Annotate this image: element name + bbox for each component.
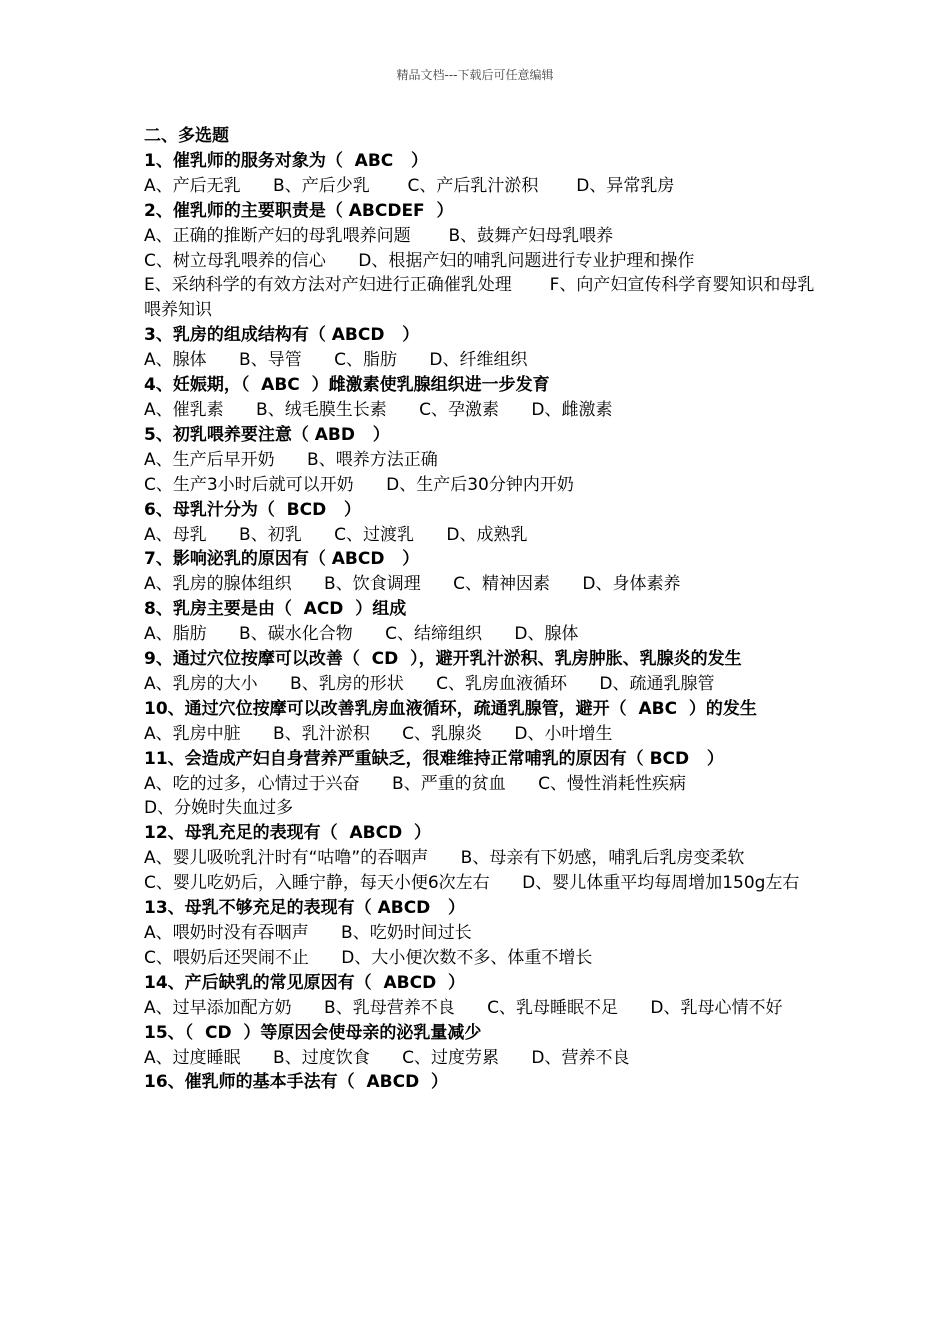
question-line: 10、通过穴位按摩可以改善乳房血液循环，疏通乳腺管，避开（ ABC ）的发生 bbox=[144, 698, 757, 719]
question-line: 4、妊娠期，（ ABC ）雌激素使乳腺组织进一步发育 bbox=[144, 375, 550, 396]
options-line: A、腺体 B、导管 C、脂肪 D、纤维组织 bbox=[144, 350, 528, 371]
question-line: 13、母乳不够充足的表现有（ ABCD ） bbox=[144, 898, 466, 919]
options-line: A、过早添加配方奶 B、乳母营养不良 C、乳母睡眠不足 D、乳母心情不好 bbox=[144, 997, 783, 1018]
options-line: A、产后无乳 B、产后少乳 C、产后乳汁淤积 D、异常乳房 bbox=[144, 175, 675, 196]
question-line: 5、初乳喂养要注意（ ABD ） bbox=[144, 424, 390, 445]
options-line: A、正确的推断产妇的母乳喂养问题 B、鼓舞产妇母乳喂养 bbox=[144, 225, 614, 246]
options-line: A、过度睡眠 B、过度饮食 C、过度劳累 D、营养不良 bbox=[144, 1047, 630, 1068]
document-body bbox=[144, 124, 816, 1095]
options-line: A、婴儿吸吮乳汁时有“咕噜”的吞咽声 B、母亲有下奶感，哺乳后乳房变柔软 bbox=[144, 848, 745, 869]
question-line: 8、乳房主要是由（ ACD ）组成 bbox=[144, 599, 407, 620]
options-line: A、乳房的腺体组织 B、饮食调理 C、精神因素 D、身体素养 bbox=[144, 574, 681, 595]
options-line: C、树立母乳喂养的信心 D、根据产妇的哺乳问题进行专业护理和操作 bbox=[144, 250, 695, 271]
options-line: A、喂奶时没有吞咽声 B、吃奶时间过长 bbox=[144, 923, 472, 943]
question-line: 11、会造成产妇自身营养严重缺乏，很难维持正常哺乳的原因有（ BCD ） bbox=[144, 748, 724, 769]
question-line: 16、催乳师的基本手法有（ ABCD ） bbox=[144, 1072, 449, 1093]
options-line: A、生产后早开奶 B、喂养方法正确 bbox=[144, 449, 438, 470]
options-line: A、母乳 B、初乳 C、过渡乳 D、成熟乳 bbox=[144, 524, 528, 545]
page-header: 精品文档---下载后可任意编辑 bbox=[396, 68, 554, 82]
options-line: A、催乳素 B、绒毛膜生长素 C、孕激素 D、雌激素 bbox=[144, 399, 613, 420]
question-line: 15、（ CD ）等原因会使母亲的泌乳量减少 bbox=[144, 1022, 482, 1043]
question-line: 9、通过穴位按摩可以改善（ CD ），避开乳汁淤积、乳房肿胀、乳腺炎的发生 bbox=[144, 649, 742, 670]
options-line: C、喂奶后还哭闹不止 D、大小便次数不多、体重不增长 bbox=[144, 947, 593, 968]
section-title: 二、多选题 bbox=[144, 126, 229, 146]
question-line: 6、母乳汁分为（ BCD ） bbox=[144, 499, 361, 520]
options-line: A、脂肪 B、碳水化合物 C、结缔组织 D、腺体 bbox=[144, 624, 579, 645]
question-line: 7、影响泌乳的原因有（ ABCD ） bbox=[144, 549, 420, 570]
options-line: C、生产3小时后就可以开奶 D、生产后30分钟内开奶 bbox=[144, 474, 574, 495]
options-line: A、吃的过多，心情过于兴奋 B、严重的贫血 C、慢性消耗性疾病 bbox=[144, 773, 687, 794]
options-line: D、分娩时失血过多 bbox=[144, 798, 294, 819]
question-line: 1、催乳师的服务对象为（ ABC ） bbox=[144, 150, 429, 171]
options-line: C、婴儿吃奶后，入睡宁静，每天小便6次左右 D、婴儿体重平均每周增加150g左右 bbox=[144, 873, 800, 894]
options-line: E、采纳科学的有效方法对产妇进行正确催乳处理 F、向产妇宣传科学育婴知识和母乳喂养知识 bbox=[144, 275, 815, 321]
question-list bbox=[144, 149, 816, 1095]
question-line: 2、催乳师的主要职责是（ ABCDEF ） bbox=[144, 200, 454, 221]
question-line: 12、母乳充足的表现有（ ABCD ） bbox=[144, 823, 432, 844]
options-line: A、乳房中脏 B、乳汁淤积 C、乳腺炎 D、小叶增生 bbox=[144, 723, 613, 744]
options-line: A、乳房的大小 B、乳房的形状 C、乳房血液循环 D、疏通乳腺管 bbox=[144, 673, 715, 694]
question-line: 3、乳房的组成结构有（ ABCD ） bbox=[144, 325, 420, 346]
question-line: 14、产后缺乳的常见原因有（ ABCD ） bbox=[144, 972, 466, 993]
